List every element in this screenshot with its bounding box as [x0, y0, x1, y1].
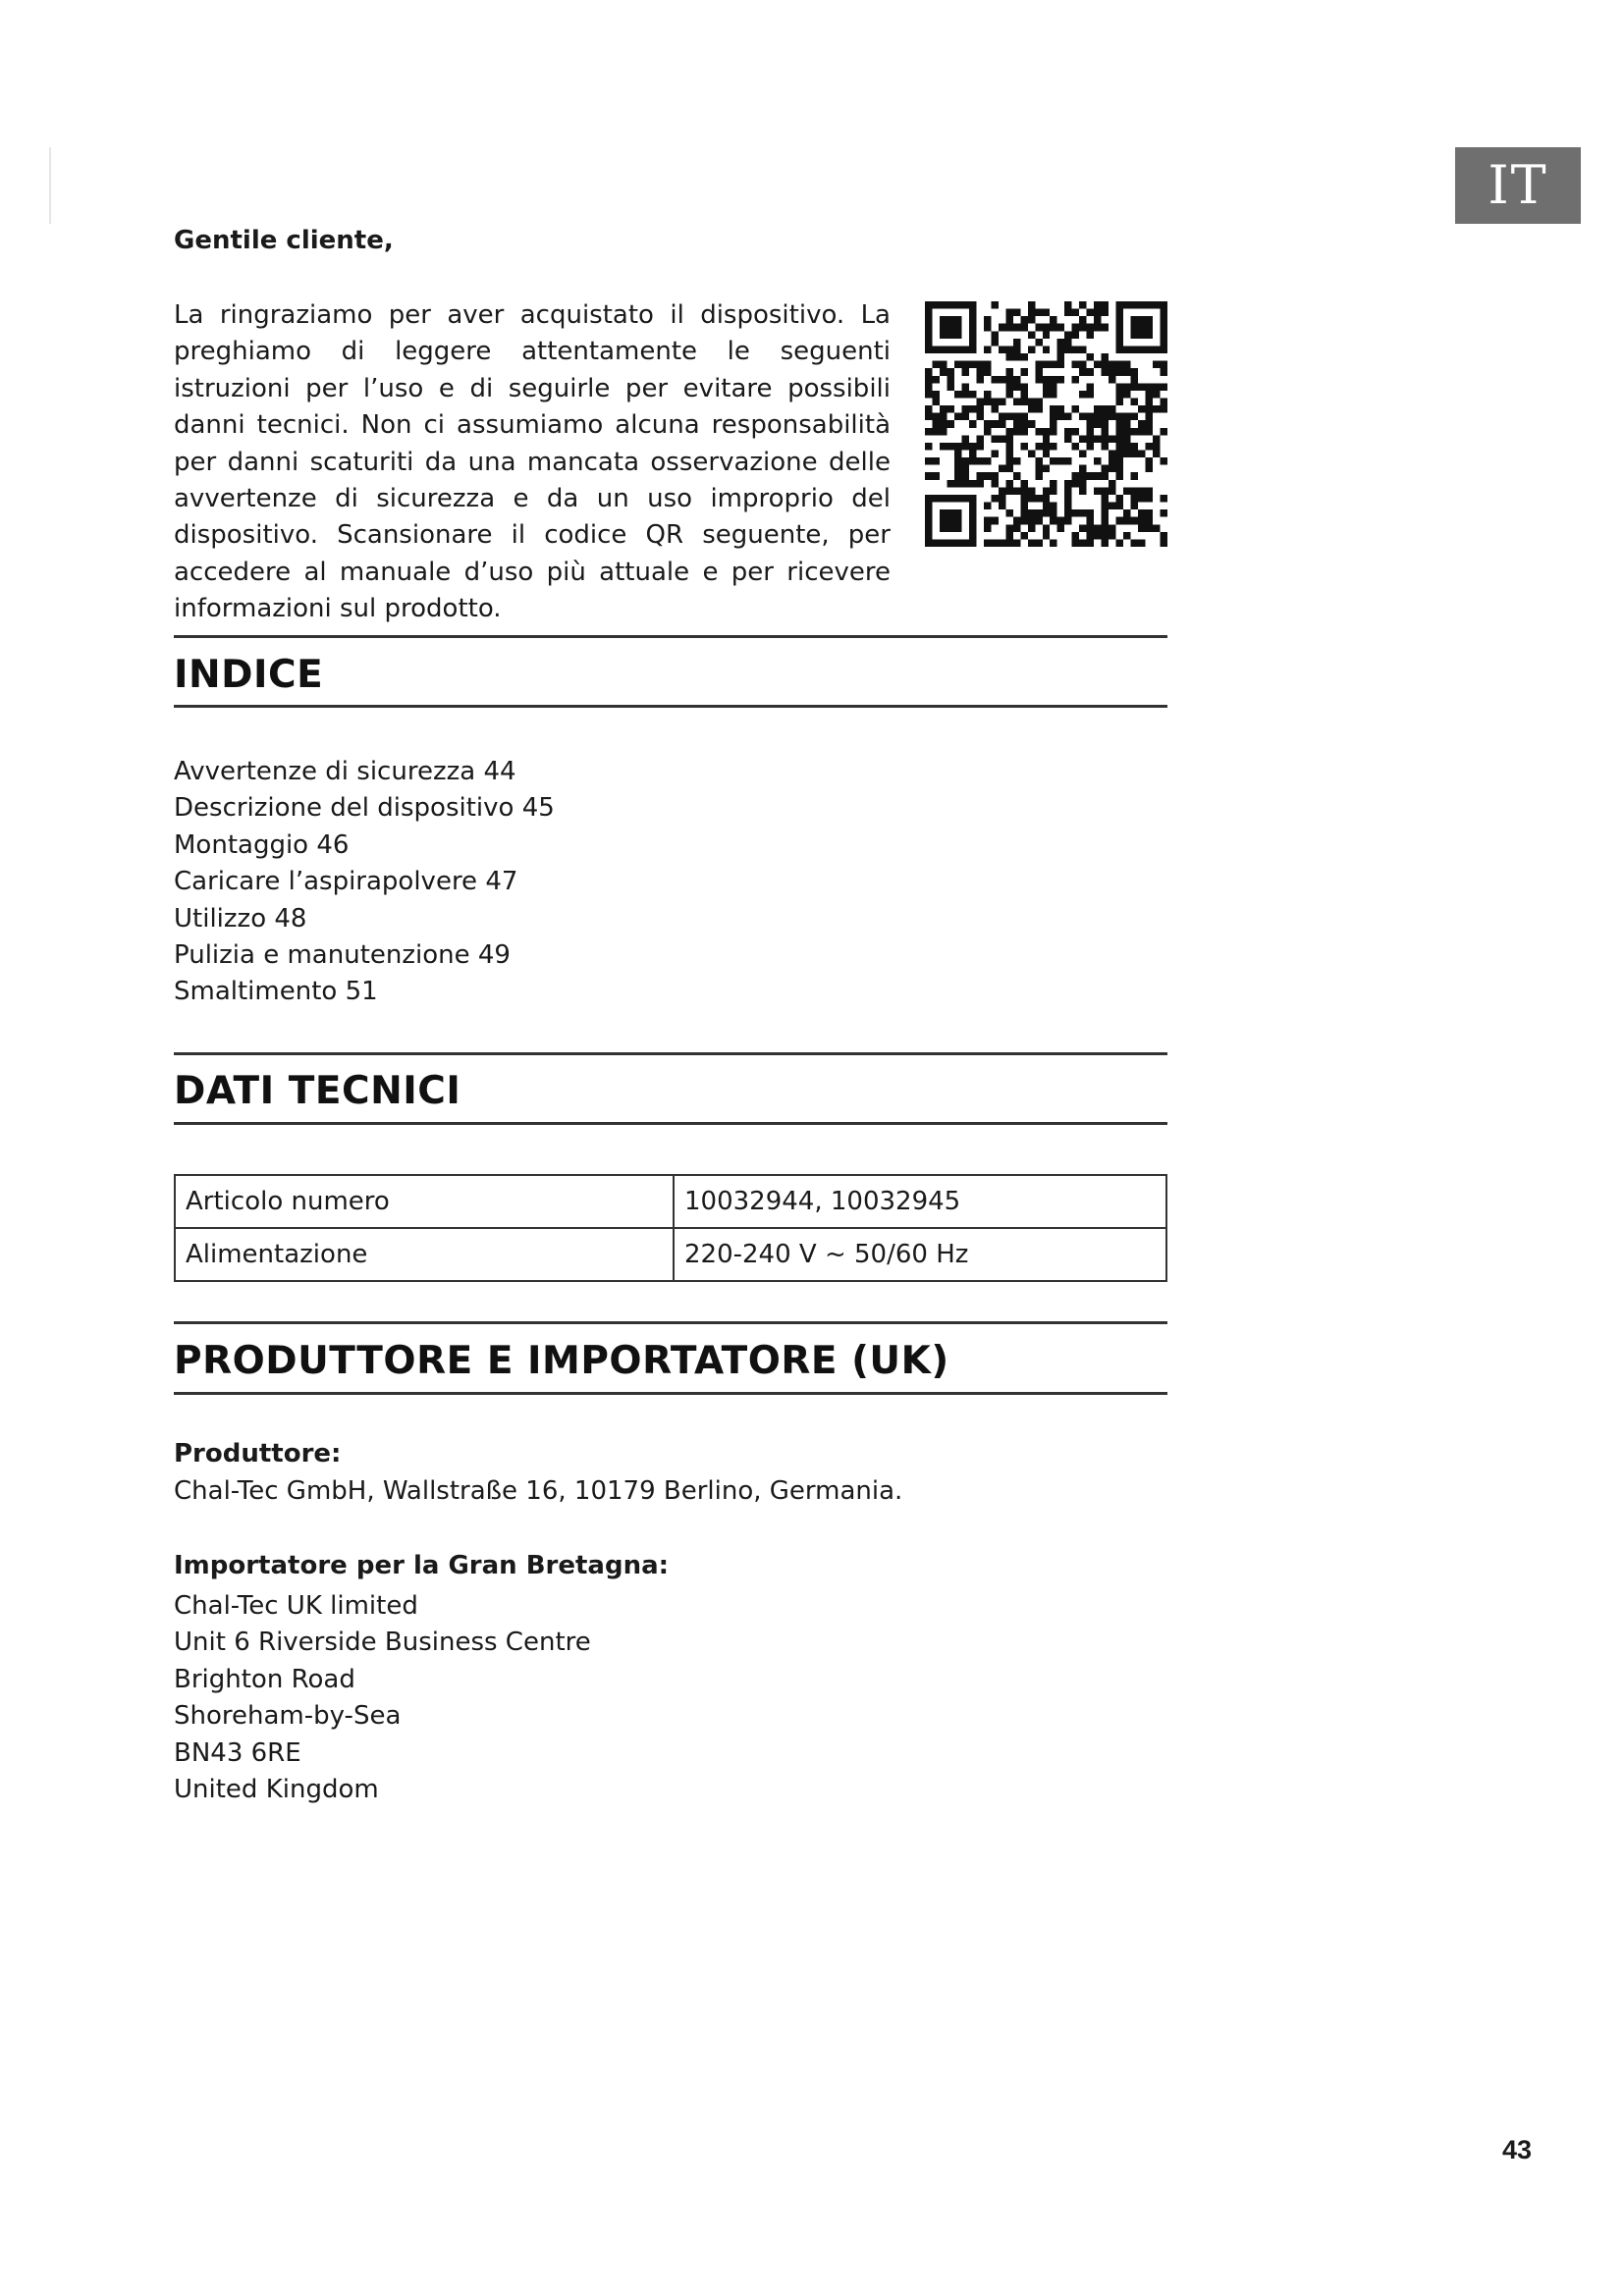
toc-item[interactable]: Avvertenze di sicurezza 44	[174, 757, 516, 786]
manufacturer-text: Chal-Tec GmbH, Wallstraße 16, 10179 Berlino, Germania.	[174, 1476, 903, 1506]
table-row	[175, 1228, 1166, 1281]
margin-line	[49, 147, 51, 224]
address-line: Chal-Tec UK limited	[174, 1591, 418, 1621]
language-tab: IT	[1455, 147, 1581, 224]
section-rule-top-specs	[174, 1052, 1167, 1055]
toc-item[interactable]: Utilizzo 48	[174, 903, 307, 934]
page-number: 43	[1502, 2135, 1533, 2164]
table-row	[175, 1175, 1166, 1228]
section-rule-bottom-specs	[174, 1122, 1167, 1125]
address-line: Shoreham-by-Sea	[174, 1701, 402, 1732]
section-rule-top-index	[174, 635, 1167, 638]
address-line: United Kingdom	[174, 1775, 379, 1805]
toc-item[interactable]: Caricare l’aspirapolvere 47	[174, 867, 518, 897]
manufacturer-label: Produttore:	[174, 1439, 342, 1468]
section-title-specs: DATI TECNICI	[174, 1069, 461, 1113]
toc-item[interactable]: Smaltimento 51	[174, 977, 378, 1007]
section-title-index: INDICE	[174, 653, 324, 697]
toc-item[interactable]: Descrizione del dispositivo 45	[174, 793, 555, 824]
specs-table	[174, 1174, 1167, 1282]
toc-item[interactable]: Pulizia e manutenzione 49	[174, 940, 511, 971]
table-of-contents	[174, 754, 555, 1011]
spec-value: 10032944, 10032945	[674, 1175, 1166, 1228]
section-title-producer: PRODUTTORE E IMPORTATORE (UK)	[174, 1339, 949, 1383]
section-rule-bottom-index	[174, 705, 1167, 708]
intro-paragraph: La ringraziamo per aver acquistato il dispositivo. La preghiamo di leggere attentamente le seguenti istruzioni per l’uso e di seguirle per evitare possibili danni tecnici. Non ci assumiamo alcuna responsabilità per danni scaturiti da una mancata osservazione delle avvertenze di sicurezza e da un uso improprio del dispositivo. Scansionare il codice QR seguente, per accedere al manuale d’uso più attuale e per ricevere informazioni sul prodotto.	[174, 300, 891, 624]
section-rule-bottom-producer	[174, 1392, 1167, 1395]
address-line: Unit 6 Riverside Business Centre	[174, 1628, 591, 1658]
spec-label: Articolo numero	[175, 1175, 674, 1228]
greeting: Gentile cliente,	[174, 226, 394, 255]
toc-item[interactable]: Montaggio 46	[174, 829, 350, 860]
spec-value: 220-240 V ~ 50/60 Hz	[674, 1228, 1166, 1281]
qr-code-icon[interactable]	[925, 301, 1167, 547]
section-rule-top-producer	[174, 1321, 1167, 1324]
importer-label: Importatore per la Gran Bretagna:	[174, 1551, 670, 1580]
importer-address	[174, 1588, 591, 1808]
spec-label: Alimentazione	[175, 1228, 674, 1281]
address-line: Brighton Road	[174, 1664, 355, 1694]
address-line: BN43 6RE	[174, 1737, 301, 1768]
